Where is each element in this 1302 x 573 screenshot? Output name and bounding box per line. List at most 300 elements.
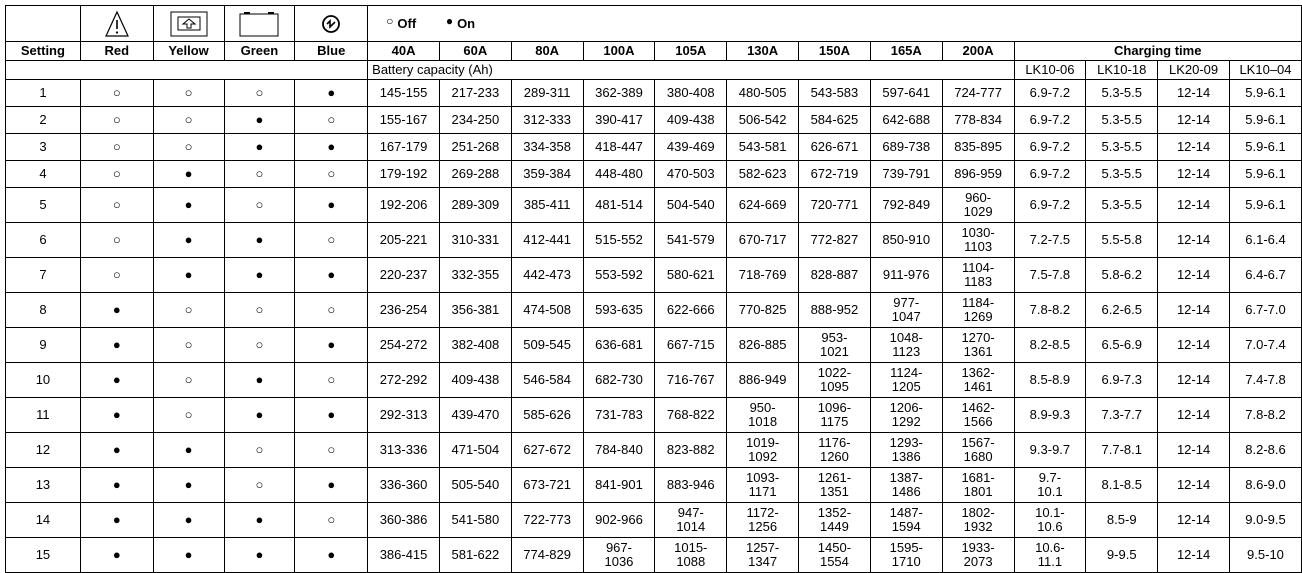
led-blue-indicator: ○ <box>295 363 368 398</box>
capacity-cell: 585-626 <box>511 398 583 433</box>
subheader-model-lk20-09: LK20-09 <box>1158 61 1230 80</box>
led-green-indicator: ○ <box>224 80 295 107</box>
capacity-cell: 504-540 <box>655 188 727 223</box>
table-row <box>6 433 1302 468</box>
header-blue: Blue <box>295 42 368 61</box>
led-red-indicator: ● <box>80 328 153 363</box>
capacity-cell: 1681- 1801 <box>942 468 1014 503</box>
led-blue-indicator: ● <box>295 468 368 503</box>
capacity-cell: 624-669 <box>727 188 799 223</box>
on-dot-icon: ● <box>445 13 454 28</box>
charging-time-cell: 5.8-6.2 <box>1086 258 1158 293</box>
table-row <box>6 258 1302 293</box>
led-green-indicator: ○ <box>224 433 295 468</box>
setting-cell: 9 <box>6 328 81 363</box>
led-yellow-indicator: ● <box>153 223 224 258</box>
capacity-cell: 1019- 1092 <box>727 433 799 468</box>
charging-time-cell: 5.5-5.8 <box>1086 223 1158 258</box>
led-green-indicator: ● <box>224 223 295 258</box>
capacity-cell: 977- 1047 <box>870 293 942 328</box>
capacity-cell: 774-829 <box>511 538 583 573</box>
charging-time-cell: 7.8-8.2 <box>1014 293 1086 328</box>
capacity-cell: 1030- 1103 <box>942 223 1014 258</box>
charging-time-cell: 12-14 <box>1158 293 1230 328</box>
setting-cell: 14 <box>6 503 81 538</box>
capacity-cell: 622-666 <box>655 293 727 328</box>
capacity-cell: 313-336 <box>368 433 440 468</box>
capacity-cell: 835-895 <box>942 134 1014 161</box>
setting-cell: 15 <box>6 538 81 573</box>
capacity-cell: 1104- 1183 <box>942 258 1014 293</box>
table-row <box>6 363 1302 398</box>
charging-time-cell: 8.2-8.5 <box>1014 328 1086 363</box>
capacity-cell: 1567- 1680 <box>942 433 1014 468</box>
led-green-indicator: ○ <box>224 293 295 328</box>
charging-time-cell: 12-14 <box>1158 107 1230 134</box>
capacity-cell: 724-777 <box>942 80 1014 107</box>
legend-off <box>386 13 417 31</box>
capacity-cell: 1802- 1932 <box>942 503 1014 538</box>
capacity-cell: 1352- 1449 <box>799 503 871 538</box>
charging-time-cell: 5.3-5.5 <box>1086 134 1158 161</box>
capacity-cell: 682-730 <box>583 363 655 398</box>
setting-cell: 6 <box>6 223 81 258</box>
led-red-indicator: ○ <box>80 134 153 161</box>
charging-time-cell: 7.7-8.1 <box>1086 433 1158 468</box>
led-yellow-indicator: ○ <box>153 293 224 328</box>
setting-cell: 8 <box>6 293 81 328</box>
capacity-cell: 382-408 <box>439 328 511 363</box>
led-blue-indicator: ● <box>295 188 368 223</box>
led-red-indicator: ○ <box>80 188 153 223</box>
charging-time-cell: 5.9-6.1 <box>1229 134 1301 161</box>
capacity-cell: 1172- 1256 <box>727 503 799 538</box>
charging-time-cell: 12-14 <box>1158 398 1230 433</box>
charging-time-cell: 6.1-6.4 <box>1229 223 1301 258</box>
subheader-model-lk10-18: LK10-18 <box>1086 61 1158 80</box>
capacity-cell: 581-622 <box>439 538 511 573</box>
capacity-cell: 471-504 <box>439 433 511 468</box>
table-row <box>6 398 1302 433</box>
capacity-cell: 1093- 1171 <box>727 468 799 503</box>
capacity-cell: 770-825 <box>727 293 799 328</box>
led-green-indicator: ● <box>224 503 295 538</box>
table-row <box>6 80 1302 107</box>
capacity-cell: 1293- 1386 <box>870 433 942 468</box>
capacity-cell: 409-438 <box>439 363 511 398</box>
capacity-cell: 1096- 1175 <box>799 398 871 433</box>
capacity-cell: 718-769 <box>727 258 799 293</box>
header-cap-200a: 200A <box>942 42 1014 61</box>
capacity-cell: 205-221 <box>368 223 440 258</box>
capacity-cell: 1048- 1123 <box>870 328 942 363</box>
charging-time-cell: 12-14 <box>1158 328 1230 363</box>
led-yellow-indicator: ● <box>153 503 224 538</box>
capacity-cell: 911-976 <box>870 258 942 293</box>
led-green-indicator: ● <box>224 258 295 293</box>
charging-settings-table <box>5 5 1302 573</box>
charging-time-cell: 6.5-6.9 <box>1086 328 1158 363</box>
capacity-cell: 254-272 <box>368 328 440 363</box>
led-blue-indicator: ○ <box>295 503 368 538</box>
capacity-cell: 636-681 <box>583 328 655 363</box>
led-blue-indicator: ● <box>295 328 368 363</box>
table-row <box>6 223 1302 258</box>
legend-on-label: On <box>457 15 476 31</box>
capacity-cell: 584-625 <box>799 107 871 134</box>
capacity-cell: 1362- 1461 <box>942 363 1014 398</box>
warning-triangle-icon <box>105 10 129 38</box>
table-row <box>6 134 1302 161</box>
header-cap-80a: 80A <box>511 42 583 61</box>
led-blue-indicator: ○ <box>295 161 368 188</box>
capacity-cell: 947- 1014 <box>655 503 727 538</box>
charging-time-cell: 8.5-9 <box>1086 503 1158 538</box>
led-blue-indicator: ● <box>295 538 368 573</box>
setting-cell: 10 <box>6 363 81 398</box>
charging-time-cell: 9-9.5 <box>1086 538 1158 573</box>
capacity-cell: 145-155 <box>368 80 440 107</box>
charging-time-cell: 7.4-7.8 <box>1229 363 1301 398</box>
charging-time-cell: 7.0-7.4 <box>1229 328 1301 363</box>
capacity-cell: 888-952 <box>799 293 871 328</box>
table-row <box>6 503 1302 538</box>
charging-time-cell: 5.9-6.1 <box>1229 80 1301 107</box>
capacity-cell: 192-206 <box>368 188 440 223</box>
capacity-cell: 336-360 <box>368 468 440 503</box>
capacity-cell: 582-623 <box>727 161 799 188</box>
header-charging-time: Charging time <box>1014 42 1302 61</box>
capacity-cell: 448-480 <box>583 161 655 188</box>
legend-on <box>445 13 476 31</box>
capacity-cell: 739-791 <box>870 161 942 188</box>
charging-time-cell: 8.2-8.6 <box>1229 433 1301 468</box>
led-red-indicator: ○ <box>80 223 153 258</box>
capacity-cell: 627-672 <box>511 433 583 468</box>
led-red-indicator: ● <box>80 293 153 328</box>
legend-cell <box>368 6 1302 42</box>
capacity-cell: 541-579 <box>655 223 727 258</box>
led-red-indicator: ● <box>80 398 153 433</box>
charging-time-cell: 9.5-10 <box>1229 538 1301 573</box>
standby-power-icon <box>321 14 341 34</box>
led-green-indicator: ● <box>224 398 295 433</box>
capacity-cell: 546-584 <box>511 363 583 398</box>
capacity-cell: 179-192 <box>368 161 440 188</box>
table-row <box>6 107 1302 134</box>
capacity-cell: 470-503 <box>655 161 727 188</box>
header-cap-150a: 150A <box>799 42 871 61</box>
capacity-cell: 670-717 <box>727 223 799 258</box>
off-circle-icon: ○ <box>386 13 394 28</box>
led-blue-indicator: ● <box>295 80 368 107</box>
led-red-indicator: ○ <box>80 161 153 188</box>
charging-time-cell: 5.9-6.1 <box>1229 107 1301 134</box>
capacity-cell: 896-959 <box>942 161 1014 188</box>
setting-cell: 4 <box>6 161 81 188</box>
capacity-cell: 236-254 <box>368 293 440 328</box>
led-yellow-indicator: ● <box>153 161 224 188</box>
charging-time-cell: 6.7-7.0 <box>1229 293 1301 328</box>
capacity-cell: 1462- 1566 <box>942 398 1014 433</box>
charging-time-cell: 8.6-9.0 <box>1229 468 1301 503</box>
led-yellow-indicator: ○ <box>153 328 224 363</box>
led-yellow-indicator: ● <box>153 433 224 468</box>
led-blue-indicator: ● <box>295 134 368 161</box>
capacity-cell: 778-834 <box>942 107 1014 134</box>
battery-icon-cell <box>224 6 295 42</box>
table-row <box>6 293 1302 328</box>
capacity-cell: 950- 1018 <box>727 398 799 433</box>
capacity-cell: 689-738 <box>870 134 942 161</box>
subheader-battery-capacity: Battery capacity (Ah) <box>368 61 1014 80</box>
capacity-cell: 553-592 <box>583 258 655 293</box>
led-red-indicator: ● <box>80 468 153 503</box>
charging-time-cell: 12-14 <box>1158 258 1230 293</box>
capacity-cell: 673-721 <box>511 468 583 503</box>
charging-time-cell: 5.9-6.1 <box>1229 188 1301 223</box>
header-setting: Setting <box>6 42 81 61</box>
led-blue-indicator: ○ <box>295 293 368 328</box>
charging-time-cell: 12-14 <box>1158 134 1230 161</box>
capacity-cell: 289-309 <box>439 188 511 223</box>
capacity-cell: 251-268 <box>439 134 511 161</box>
setting-cell: 5 <box>6 188 81 223</box>
charging-time-cell: 6.9-7.2 <box>1014 188 1086 223</box>
subheader-model-lk10-06: LK10-06 <box>1014 61 1086 80</box>
capacity-cell: 826-885 <box>727 328 799 363</box>
capacity-cell: 716-767 <box>655 363 727 398</box>
setting-cell: 1 <box>6 80 81 107</box>
led-red-indicator: ● <box>80 538 153 573</box>
capacity-cell: 480-505 <box>727 80 799 107</box>
capacity-cell: 642-688 <box>870 107 942 134</box>
header-cap-100a: 100A <box>583 42 655 61</box>
capacity-cell: 360-386 <box>368 503 440 538</box>
led-blue-indicator: ● <box>295 258 368 293</box>
capacity-cell: 474-508 <box>511 293 583 328</box>
led-blue-indicator: ○ <box>295 433 368 468</box>
capacity-cell: 543-581 <box>727 134 799 161</box>
charging-time-cell: 12-14 <box>1158 223 1230 258</box>
capacity-cell: 772-827 <box>799 223 871 258</box>
led-red-indicator: ● <box>80 363 153 398</box>
led-blue-indicator: ● <box>295 398 368 433</box>
charging-time-cell: 7.5-7.8 <box>1014 258 1086 293</box>
charging-time-cell: 9.3-9.7 <box>1014 433 1086 468</box>
charging-time-cell: 6.9-7.2 <box>1014 107 1086 134</box>
capacity-cell: 722-773 <box>511 503 583 538</box>
capacity-cell: 828-887 <box>799 258 871 293</box>
capacity-cell: 1257- 1347 <box>727 538 799 573</box>
led-red-indicator: ● <box>80 433 153 468</box>
led-green-indicator: ○ <box>224 328 295 363</box>
capacity-cell: 412-441 <box>511 223 583 258</box>
capacity-cell: 1487- 1594 <box>870 503 942 538</box>
setting-cell: 7 <box>6 258 81 293</box>
charging-time-cell: 8.9-9.3 <box>1014 398 1086 433</box>
capacity-cell: 380-408 <box>655 80 727 107</box>
charging-time-cell: 5.3-5.5 <box>1086 80 1158 107</box>
charging-time-cell: 9.7- 10.1 <box>1014 468 1086 503</box>
capacity-cell: 220-237 <box>368 258 440 293</box>
led-yellow-indicator: ● <box>153 258 224 293</box>
capacity-cell: 1015- 1088 <box>655 538 727 573</box>
charging-box-icon <box>170 11 208 37</box>
charging-time-cell: 5.9-6.1 <box>1229 161 1301 188</box>
charging-time-cell: 12-14 <box>1158 433 1230 468</box>
capacity-cell: 580-621 <box>655 258 727 293</box>
capacity-cell: 505-540 <box>439 468 511 503</box>
header-cap-60a: 60A <box>439 42 511 61</box>
capacity-cell: 506-542 <box>727 107 799 134</box>
led-green-indicator: ○ <box>224 161 295 188</box>
charging-time-cell: 6.9-7.3 <box>1086 363 1158 398</box>
capacity-cell: 362-389 <box>583 80 655 107</box>
capacity-cell: 310-331 <box>439 223 511 258</box>
capacity-cell: 768-822 <box>655 398 727 433</box>
capacity-cell: 597-641 <box>870 80 942 107</box>
charging-time-cell: 12-14 <box>1158 468 1230 503</box>
charging-time-cell: 6.4-6.7 <box>1229 258 1301 293</box>
charging-time-cell: 6.9-7.2 <box>1014 80 1086 107</box>
capacity-cell: 481-514 <box>583 188 655 223</box>
capacity-cell: 720-771 <box>799 188 871 223</box>
header-cap-165a: 165A <box>870 42 942 61</box>
capacity-cell: 823-882 <box>655 433 727 468</box>
capacity-cell: 234-250 <box>439 107 511 134</box>
table-row <box>6 468 1302 503</box>
capacity-cell: 515-552 <box>583 223 655 258</box>
charging-time-cell: 12-14 <box>1158 161 1230 188</box>
capacity-cell: 217-233 <box>439 80 511 107</box>
capacity-cell: 1933- 2073 <box>942 538 1014 573</box>
capacity-cell: 841-901 <box>583 468 655 503</box>
led-yellow-indicator: ○ <box>153 134 224 161</box>
charging-time-cell: 6.9-7.2 <box>1014 134 1086 161</box>
charging-time-cell: 7.2-7.5 <box>1014 223 1086 258</box>
capacity-cell: 442-473 <box>511 258 583 293</box>
capacity-cell: 356-381 <box>439 293 511 328</box>
led-blue-indicator: ○ <box>295 107 368 134</box>
charging-time-cell: 10.1- 10.6 <box>1014 503 1086 538</box>
capacity-cell: 439-470 <box>439 398 511 433</box>
setting-cell: 2 <box>6 107 81 134</box>
capacity-cell: 541-580 <box>439 503 511 538</box>
capacity-cell: 953- 1021 <box>799 328 871 363</box>
led-green-indicator: ● <box>224 538 295 573</box>
charging-time-cell: 12-14 <box>1158 503 1230 538</box>
capacity-cell: 967- 1036 <box>583 538 655 573</box>
capacity-cell: 886-949 <box>727 363 799 398</box>
capacity-cell: 332-355 <box>439 258 511 293</box>
setting-cell: 11 <box>6 398 81 433</box>
charging-time-cell: 10.6- 11.1 <box>1014 538 1086 573</box>
capacity-cell: 1387- 1486 <box>870 468 942 503</box>
capacity-cell: 1022- 1095 <box>799 363 871 398</box>
led-red-indicator: ○ <box>80 80 153 107</box>
capacity-cell: 312-333 <box>511 107 583 134</box>
capacity-cell: 593-635 <box>583 293 655 328</box>
capacity-cell: 850-910 <box>870 223 942 258</box>
capacity-cell: 626-671 <box>799 134 871 161</box>
led-yellow-indicator: ● <box>153 538 224 573</box>
capacity-cell: 292-313 <box>368 398 440 433</box>
led-red-indicator: ● <box>80 503 153 538</box>
capacity-cell: 289-311 <box>511 80 583 107</box>
capacity-cell: 1206- 1292 <box>870 398 942 433</box>
charging-time-cell: 5.3-5.5 <box>1086 188 1158 223</box>
setting-cell: 12 <box>6 433 81 468</box>
led-blue-indicator: ○ <box>295 223 368 258</box>
capacity-cell: 418-447 <box>583 134 655 161</box>
table-row <box>6 538 1302 573</box>
table-row <box>6 328 1302 363</box>
led-yellow-indicator: ○ <box>153 80 224 107</box>
charging-time-cell: 6.2-6.5 <box>1086 293 1158 328</box>
capacity-cell: 272-292 <box>368 363 440 398</box>
charging-icon-cell <box>153 6 224 42</box>
led-green-indicator: ● <box>224 107 295 134</box>
led-yellow-indicator: ● <box>153 468 224 503</box>
capacity-cell: 509-545 <box>511 328 583 363</box>
battery-icon <box>239 11 279 37</box>
capacity-cell: 439-469 <box>655 134 727 161</box>
capacity-cell: 167-179 <box>368 134 440 161</box>
charging-time-cell: 12-14 <box>1158 363 1230 398</box>
charging-time-cell: 8.5-8.9 <box>1014 363 1086 398</box>
capacity-cell: 155-167 <box>368 107 440 134</box>
header-yellow: Yellow <box>153 42 224 61</box>
charging-time-cell: 7.3-7.7 <box>1086 398 1158 433</box>
header-green: Green <box>224 42 295 61</box>
capacity-cell: 902-966 <box>583 503 655 538</box>
capacity-cell: 409-438 <box>655 107 727 134</box>
warning-icon-cell <box>80 6 153 42</box>
table-row <box>6 188 1302 223</box>
header-red: Red <box>80 42 153 61</box>
legend-off-label: Off <box>397 15 417 31</box>
led-green-indicator: ○ <box>224 188 295 223</box>
charging-time-cell: 12-14 <box>1158 538 1230 573</box>
charging-time-cell: 8.1-8.5 <box>1086 468 1158 503</box>
capacity-cell: 1270- 1361 <box>942 328 1014 363</box>
capacity-cell: 390-417 <box>583 107 655 134</box>
capacity-cell: 334-358 <box>511 134 583 161</box>
capacity-cell: 960- 1029 <box>942 188 1014 223</box>
header-cap-130a: 130A <box>727 42 799 61</box>
capacity-cell: 1261- 1351 <box>799 468 871 503</box>
capacity-cell: 543-583 <box>799 80 871 107</box>
led-green-indicator: ○ <box>224 468 295 503</box>
charging-time-cell: 6.9-7.2 <box>1014 161 1086 188</box>
capacity-cell: 386-415 <box>368 538 440 573</box>
capacity-cell: 731-783 <box>583 398 655 433</box>
blank-corner-cell <box>6 6 81 42</box>
charging-time-cell: 5.3-5.5 <box>1086 161 1158 188</box>
charging-time-cell: 7.8-8.2 <box>1229 398 1301 433</box>
table-row <box>6 161 1302 188</box>
capacity-cell: 1124- 1205 <box>870 363 942 398</box>
charging-time-cell: 5.3-5.5 <box>1086 107 1158 134</box>
capacity-cell: 883-946 <box>655 468 727 503</box>
capacity-cell: 792-849 <box>870 188 942 223</box>
capacity-cell: 269-288 <box>439 161 511 188</box>
setting-cell: 3 <box>6 134 81 161</box>
capacity-cell: 385-411 <box>511 188 583 223</box>
led-yellow-indicator: ● <box>153 188 224 223</box>
charging-time-cell: 12-14 <box>1158 188 1230 223</box>
